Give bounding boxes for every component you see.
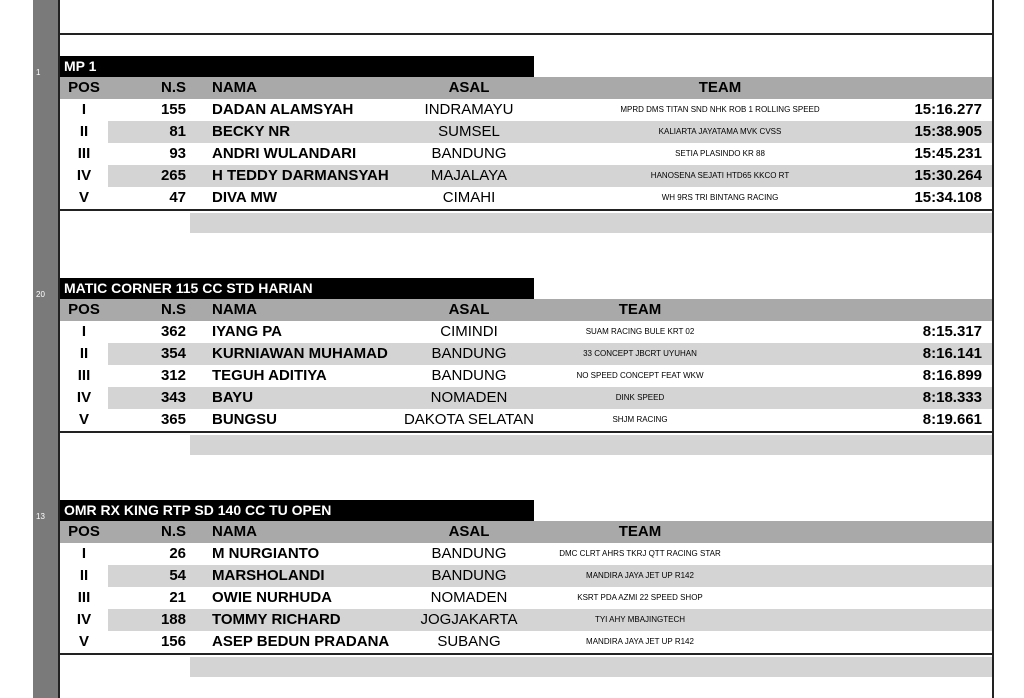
cell-pos: III xyxy=(77,145,91,162)
table-row xyxy=(60,165,992,187)
cell-team: KSRT PDA AZMI 22 SPEED SHOP xyxy=(577,593,703,602)
header-pos: POS xyxy=(68,523,100,540)
header-team: TEAM xyxy=(618,523,662,540)
table-row xyxy=(60,365,992,387)
cell-asal: SUBANG xyxy=(437,633,501,650)
cell-nama: M NURGIANTO xyxy=(212,545,320,562)
cell-nama: OWIE NURHUDA xyxy=(212,589,332,606)
cell-ns: 343 xyxy=(160,389,186,406)
cell-pos: II xyxy=(79,123,89,140)
cell-team: MANDIRA JAYA JET UP R142 xyxy=(586,571,694,580)
table-row xyxy=(60,609,992,631)
cell-ns: 54 xyxy=(169,567,186,584)
table-row xyxy=(60,543,992,565)
cell-ns: 354 xyxy=(160,345,186,362)
cell-pos: I xyxy=(81,323,87,340)
cell-time: 15:16.277 xyxy=(914,101,982,118)
header-team: TEAM xyxy=(618,301,662,318)
cell-nama: BAYU xyxy=(212,389,254,406)
row-number: 13 xyxy=(36,512,45,521)
cell-ns: 81 xyxy=(169,123,186,140)
cell-nama: MARSHOLANDI xyxy=(212,567,325,584)
table-row xyxy=(60,143,992,165)
cell-pos: I xyxy=(81,545,87,562)
header-ns: N.S xyxy=(160,301,186,318)
cell-time: 15:38.905 xyxy=(914,123,982,140)
cell-ns: 156 xyxy=(160,633,186,650)
section-title: MATIC CORNER 115 CC STD HARIAN xyxy=(60,278,534,299)
cell-nama: TOMMY RICHARD xyxy=(212,611,341,628)
cell-pos: V xyxy=(78,189,89,206)
table-row xyxy=(60,409,992,431)
table-header xyxy=(60,521,992,543)
empty-gray-row xyxy=(190,213,992,233)
cell-nama: DADAN ALAMSYAH xyxy=(212,101,354,118)
cell-asal: MAJALAYA xyxy=(430,167,508,184)
cell-team: WH 9RS TRI BINTANG RACING xyxy=(661,193,779,202)
top-divider xyxy=(58,33,994,35)
cell-asal: INDRAMAYU xyxy=(424,101,514,118)
cell-asal: NOMADEN xyxy=(430,589,508,606)
cell-time: 8:16.899 xyxy=(922,367,982,384)
cell-pos: IV xyxy=(76,611,92,628)
cell-time: 8:18.333 xyxy=(922,389,982,406)
row-number: 1 xyxy=(36,68,41,77)
empty-gray-row xyxy=(190,435,992,455)
cell-asal: JOGJAKARTA xyxy=(420,611,518,628)
cell-asal: BANDUNG xyxy=(431,367,507,384)
table-row xyxy=(60,99,992,121)
cell-time: 8:15.317 xyxy=(922,323,982,340)
cell-ns: 265 xyxy=(160,167,186,184)
table-row xyxy=(60,565,992,587)
cell-nama: BECKY NR xyxy=(212,123,291,140)
cell-team: NO SPEED CONCEPT FEAT WKW xyxy=(576,371,704,380)
table-row xyxy=(60,631,992,653)
cell-team: MPRD DMS TITAN SND NHK ROB 1 ROLLING SPEED xyxy=(620,105,820,114)
cell-nama: ASEP BEDUN PRADANA xyxy=(212,633,390,650)
cell-team: MANDIRA JAYA JET UP R142 xyxy=(586,637,694,646)
table-row xyxy=(60,343,992,365)
cell-nama: KURNIAWAN MUHAMAD xyxy=(212,345,388,362)
row-number-gutter xyxy=(33,0,58,698)
cell-ns: 47 xyxy=(169,189,186,206)
header-nama: NAMA xyxy=(212,79,257,96)
table-bottom-border xyxy=(60,209,992,211)
header-nama: NAMA xyxy=(212,301,257,318)
cell-ns: 188 xyxy=(160,611,186,628)
cell-asal: DAKOTA SELATAN xyxy=(403,411,535,428)
table-row xyxy=(60,587,992,609)
cell-ns: 155 xyxy=(160,101,186,118)
cell-pos: II xyxy=(79,345,89,362)
header-asal: ASAL xyxy=(448,301,490,318)
cell-nama: H TEDDY DARMANSYAH xyxy=(212,167,389,184)
cell-time: 15:30.264 xyxy=(914,167,982,184)
cell-nama: BUNGSU xyxy=(212,411,278,428)
cell-pos: I xyxy=(81,101,87,118)
cell-nama: ANDRI WULANDARI xyxy=(212,145,357,162)
cell-asal: BANDUNG xyxy=(431,145,507,162)
cell-asal: BANDUNG xyxy=(431,567,507,584)
cell-asal: SUMSEL xyxy=(438,123,500,140)
cell-ns: 21 xyxy=(169,589,186,606)
cell-asal: BANDUNG xyxy=(431,345,507,362)
cell-time: 15:34.108 xyxy=(914,189,982,206)
header-ns: N.S xyxy=(160,523,186,540)
cell-asal: BANDUNG xyxy=(431,545,507,562)
cell-ns: 26 xyxy=(169,545,186,562)
header-team: TEAM xyxy=(698,79,742,96)
table-row xyxy=(60,121,992,143)
table-row xyxy=(60,321,992,343)
header-nama: NAMA xyxy=(212,523,257,540)
cell-ns: 362 xyxy=(160,323,186,340)
cell-pos: V xyxy=(78,633,89,650)
cell-team: TYI AHY MBAJINGTECH xyxy=(594,615,686,624)
cell-ns: 93 xyxy=(169,145,186,162)
cell-team: KALIARTA JAYATAMA MVK CVSS xyxy=(658,127,782,136)
table-header xyxy=(60,299,992,321)
empty-gray-row xyxy=(190,657,992,677)
table-bottom-border xyxy=(60,431,992,433)
cell-time: 15:45.231 xyxy=(914,145,982,162)
cell-team: SUAM RACING BULE KRT 02 xyxy=(585,327,695,336)
header-pos: POS xyxy=(68,79,100,96)
header-asal: ASAL xyxy=(448,523,490,540)
header-ns: N.S xyxy=(160,79,186,96)
cell-asal: NOMADEN xyxy=(430,389,508,406)
cell-pos: III xyxy=(77,589,91,606)
cell-team: SETIA PLASINDO KR 88 xyxy=(675,149,765,158)
table-row xyxy=(60,187,992,209)
cell-team: DINK SPEED xyxy=(615,393,665,402)
cell-time: 8:16.141 xyxy=(922,345,982,362)
cell-team: 33 CONCEPT JBCRT UYUHAN xyxy=(583,349,697,358)
header-asal: ASAL xyxy=(448,79,490,96)
table-header xyxy=(60,77,992,99)
cell-nama: IYANG PA xyxy=(212,323,283,340)
cell-pos: V xyxy=(78,411,89,428)
cell-asal: CIMAHI xyxy=(442,189,496,206)
cell-ns: 365 xyxy=(160,411,186,428)
table-bottom-border xyxy=(60,653,992,655)
cell-nama: DIVA MW xyxy=(212,189,277,206)
cell-ns: 312 xyxy=(160,367,186,384)
header-pos: POS xyxy=(68,301,100,318)
cell-team: DMC CLRT AHRS TKRJ QTT RACING STAR xyxy=(559,549,721,558)
cell-pos: IV xyxy=(76,167,92,184)
row-number: 20 xyxy=(36,290,45,299)
section-title: OMR RX KING RTP SD 140 CC TU OPEN xyxy=(60,500,534,521)
section-title: MP 1 xyxy=(60,56,534,77)
cell-pos: III xyxy=(77,367,91,384)
cell-pos: IV xyxy=(76,389,92,406)
cell-team: SHJM RACING xyxy=(612,415,668,424)
cell-team: HANOSENA SEJATI HTD65 KKCO RT xyxy=(650,171,790,180)
cell-nama: TEGUH ADITIYA xyxy=(212,367,327,384)
cell-pos: II xyxy=(79,567,89,584)
cell-time: 8:19.661 xyxy=(922,411,982,428)
cell-asal: CIMINDI xyxy=(440,323,498,340)
table-row xyxy=(60,387,992,409)
